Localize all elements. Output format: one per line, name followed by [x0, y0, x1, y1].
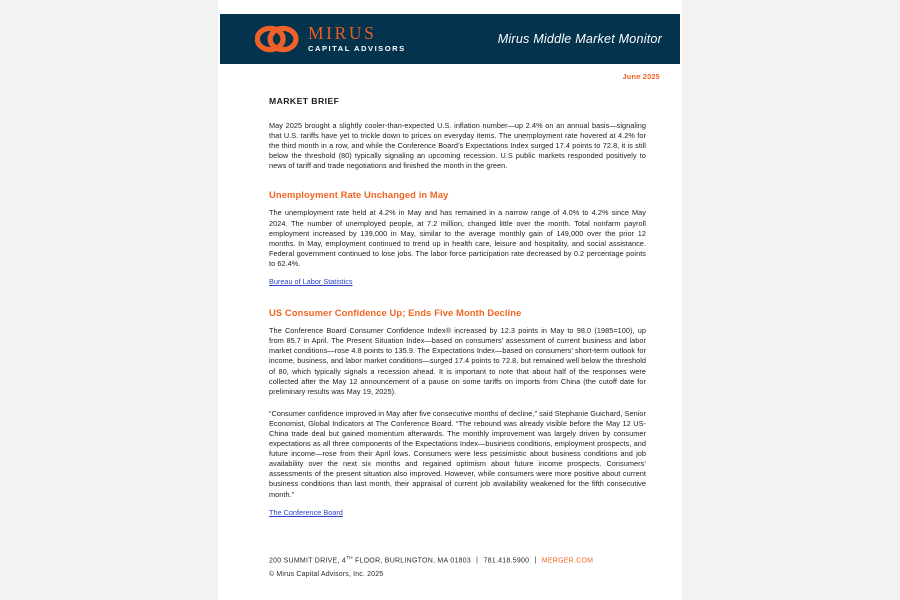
document-page [218, 0, 682, 600]
footer-address-ordinal: TH [345, 555, 353, 561]
document-body [269, 96, 646, 532]
issue-date: June 2025 [622, 72, 660, 81]
section-heading-unemployment: Unemployment Rate Unchanged in May [269, 189, 449, 201]
document-header-band [220, 14, 680, 64]
section-paragraph-unemployment: The unemployment rate held at 4.2% in May and has remained in a narrow range of 4.0% to 4.2% since May 2024. The number of unemployed people, at 7.2 million, changed little over the month. Total nonfarm payroll employment increased by 139,000 in May, similar to the average monthly gain of 149,000 over the prior 12 months. In May, employment continued to trend up in health care, leisure and hospitality, and social assistance. Federal government continued to lose jobs. The labor force participation rate decreased by 0.2 percentage points to 62.4%. [269, 208, 646, 268]
market-brief-heading: MARKET BRIEF [269, 96, 340, 106]
source-link-bls[interactable]: Bureau of Labor Statistics [269, 277, 353, 287]
footer-copyright: © Mirus Capital Advisors, Inc. 2025 [269, 571, 384, 578]
footer-address-part2: FLOOR, BURLINGTON, MA 01803 [352, 557, 471, 564]
document-footer [269, 556, 659, 578]
mirus-logo[interactable] [255, 24, 406, 54]
mirus-interlocking-rings-logo-icon [255, 24, 299, 54]
footer-contact-line [269, 556, 659, 564]
logo-primary-text: MIRUS [308, 23, 377, 44]
publication-title: Mirus Middle Market Monitor [497, 32, 662, 46]
footer-separator-2: | [534, 557, 537, 564]
footer-address-part1: 200 SUMMIT DRIVE, 4 [269, 557, 346, 564]
intro-paragraph: May 2025 brought a slightly cooler-than-expected U.S. inflation number—up 2.4% on an annual basis—signaling that U.S. tariffs have yet to trickle down to prices on everyday items. The unemployment rate hovered at 4.2% for the third month in a row, and while the Conference Board’s Expectations Index surged 17.4 points to 72.8, it is still below the threshold (80) typically signaling an upcoming recession. U.S public markets responded positively to news of tariff and trade negotiations and finished the month in the green. [269, 121, 646, 171]
section-paragraph-consumer-confidence: The Conference Board Consumer Confidence Index® increased by 12.3 points in May to 98.0 (1985=100), up from 85.7 in April. The Present Situation Index—based on consumers’ assessment of current business and labor market conditions—rose 4.8 points to 135.9. The Expectations Index—based on consumers’ short-term outlook for income, business, and labor market conditions—surged 17.4 points to 72.8, but remained well below the threshold of 80, which typically signals a recession ahead. It is important to note that about half of the responses were collected after the May 12 announcement of a pause on some tariffs on imports from China (the cutoff date for preliminary results was May 19, 2025). [269, 326, 646, 396]
footer-phone: 781.418.5900 [483, 557, 530, 564]
source-link-conference-board[interactable]: The Conference Board [269, 507, 343, 517]
footer-separator-1: | [476, 557, 479, 564]
footer-website-link[interactable]: MERGER.COM [541, 557, 594, 564]
logo-tagline-text: CAPITAL ADVISORS [308, 43, 406, 53]
section-heading-consumer-confidence: US Consumer Confidence Up; Ends Five Month Decline [269, 307, 522, 319]
mirus-logo-wordmark [308, 25, 406, 52]
section-quote-consumer-confidence: “Consumer confidence improved in May after five consecutive months of decline,” said Stephanie Guichard, Senior Economist, Global Indicators at The Conference Board. “The rebound was already visible before the May 12 US-China trade deal but gained momentum afterwards. The monthly improvement was largely driven by consumer expectations as all three components of the Expectations Index—business conditions, employment prospects, and future income—rose from their April lows. Consumers were less pessimistic about business conditions and job availability over the next six months and regained optimism about future income prospects. Consumers’ assessments of the present situation also improved. However, while consumers were more positive about current business conditions than last month, their appraisal of current job availability weakened for the fifth consecutive month.” [269, 408, 646, 499]
